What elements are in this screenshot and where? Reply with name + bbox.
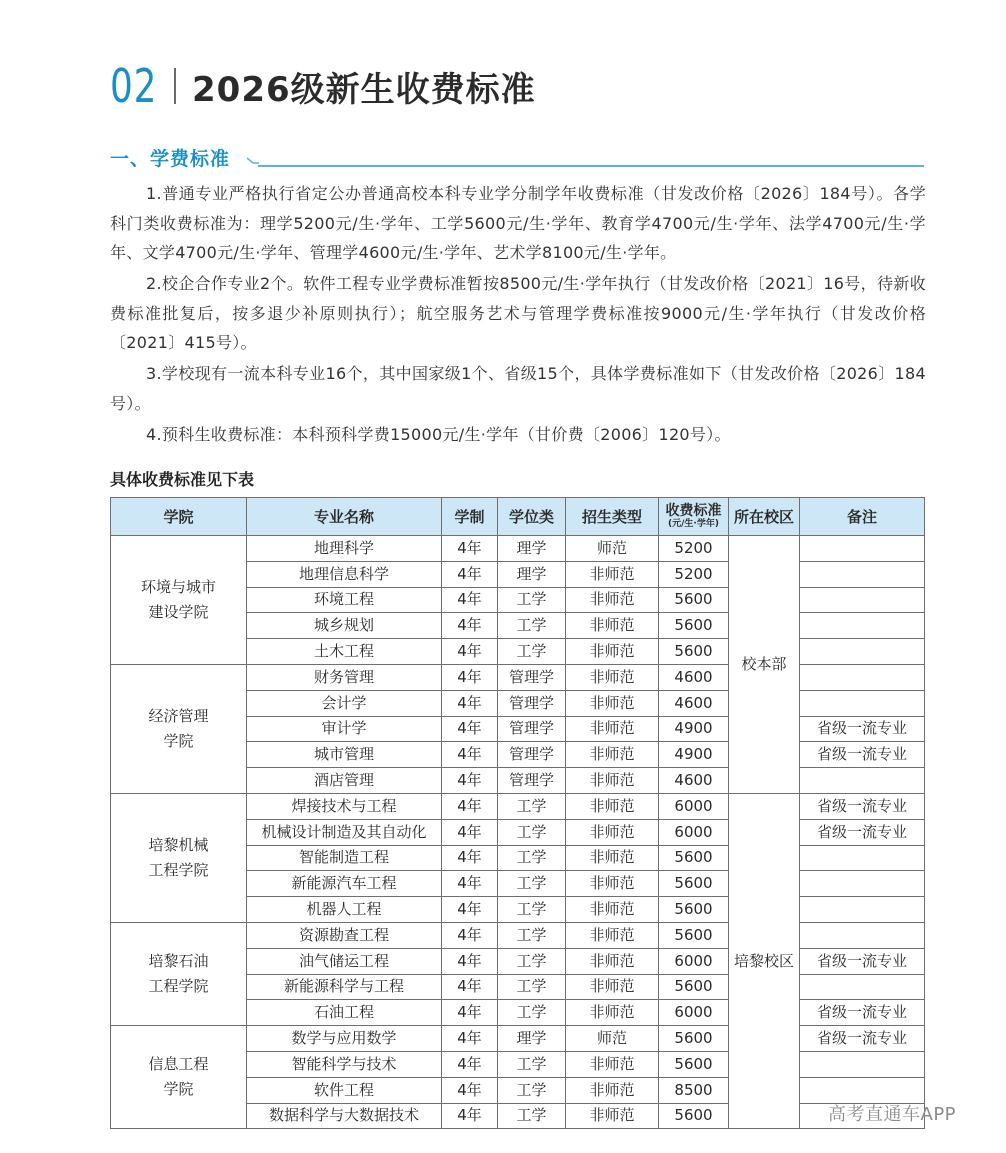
cell-fee: 5600 bbox=[659, 1026, 729, 1052]
cell-remark bbox=[800, 561, 925, 587]
table-row bbox=[111, 922, 925, 948]
cell-fee: 4600 bbox=[659, 664, 729, 690]
cell-degree: 管理学 bbox=[498, 664, 566, 690]
cell-enroll-type: 非师范 bbox=[566, 819, 659, 845]
cell-major: 资源勘查工程 bbox=[247, 922, 442, 948]
cell-major: 新能源汽车工程 bbox=[247, 871, 442, 897]
cell-major: 焊接技术与工程 bbox=[247, 793, 442, 819]
cell-enroll-type: 非师范 bbox=[566, 1103, 659, 1129]
cell-degree: 工学 bbox=[498, 897, 566, 923]
cell-duration: 4年 bbox=[442, 587, 498, 613]
cell-major: 机器人工程 bbox=[247, 897, 442, 923]
cell-major: 油气储运工程 bbox=[247, 948, 442, 974]
cell-enroll-type: 非师范 bbox=[566, 948, 659, 974]
cell-degree: 工学 bbox=[498, 1000, 566, 1026]
cell-major: 酒店管理 bbox=[247, 768, 442, 794]
cell-fee: 5600 bbox=[659, 897, 729, 923]
cell-duration: 4年 bbox=[442, 793, 498, 819]
cell-enroll-type: 非师范 bbox=[566, 561, 659, 587]
cell-enroll-type: 非师范 bbox=[566, 742, 659, 768]
cell-remark: 省级一流专业 bbox=[800, 1026, 925, 1052]
cell-fee: 4600 bbox=[659, 768, 729, 794]
cell-duration: 4年 bbox=[442, 922, 498, 948]
cell-major: 城市管理 bbox=[247, 742, 442, 768]
cell-degree: 工学 bbox=[498, 845, 566, 871]
cell-major: 智能制造工程 bbox=[247, 845, 442, 871]
cell-remark: 省级一流专业 bbox=[800, 793, 925, 819]
cell-remark bbox=[800, 690, 925, 716]
cell-major: 数据科学与大数据技术 bbox=[247, 1103, 442, 1129]
cell-enroll-type: 师范 bbox=[566, 536, 659, 562]
cell-enroll-type: 非师范 bbox=[566, 845, 659, 871]
table-row bbox=[111, 536, 925, 562]
cell-duration: 4年 bbox=[442, 1026, 498, 1052]
cell-remark bbox=[800, 845, 925, 871]
cell-fee: 4900 bbox=[659, 716, 729, 742]
cell-fee: 5600 bbox=[659, 922, 729, 948]
cell-enroll-type: 非师范 bbox=[566, 1051, 659, 1077]
paragraph-2: 2.校企合作专业2个。软件工程专业学费标准暂按8500元/生·学年执行（甘发改价格〔2021〕16号，待新收费标准批复后，按多退少补原则执行）；航空服务艺术与管理学费标准按9000元/生·学年执行（甘发改价格〔2021〕415号）。 bbox=[110, 274, 926, 352]
cell-fee: 5200 bbox=[659, 536, 729, 562]
cell-remark: 省级一流专业 bbox=[800, 948, 925, 974]
cell-remark bbox=[800, 664, 925, 690]
cell-duration: 4年 bbox=[442, 897, 498, 923]
cell-duration: 4年 bbox=[442, 664, 498, 690]
heading-divider bbox=[174, 68, 176, 104]
cell-remark bbox=[800, 768, 925, 794]
cell-duration: 4年 bbox=[442, 1051, 498, 1077]
cell-enroll-type: 非师范 bbox=[566, 613, 659, 639]
cell-duration: 4年 bbox=[442, 1000, 498, 1026]
subsection-underline bbox=[258, 165, 924, 167]
cell-major: 新能源科学与工程 bbox=[247, 974, 442, 1000]
cell-fee: 5600 bbox=[659, 1103, 729, 1129]
fee-table bbox=[110, 497, 925, 1129]
subsection-title: 一、学费标准 bbox=[110, 148, 231, 170]
cell-degree: 工学 bbox=[498, 587, 566, 613]
cell-major: 智能科学与技术 bbox=[247, 1051, 442, 1077]
cell-fee: 5600 bbox=[659, 1051, 729, 1077]
cell-fee: 4600 bbox=[659, 690, 729, 716]
cell-remark: 省级一流专业 bbox=[800, 819, 925, 845]
cell-duration: 4年 bbox=[442, 845, 498, 871]
cell-major: 软件工程 bbox=[247, 1077, 442, 1103]
cell-major: 土木工程 bbox=[247, 639, 442, 665]
cell-duration: 4年 bbox=[442, 768, 498, 794]
cell-remark bbox=[800, 639, 925, 665]
cell-remark bbox=[800, 897, 925, 923]
cell-duration: 4年 bbox=[442, 690, 498, 716]
cell-enroll-type: 非师范 bbox=[566, 974, 659, 1000]
cell-degree: 工学 bbox=[498, 871, 566, 897]
cell-fee: 5600 bbox=[659, 613, 729, 639]
cell-remark bbox=[800, 587, 925, 613]
cell-enroll-type: 非师范 bbox=[566, 1000, 659, 1026]
cell-duration: 4年 bbox=[442, 536, 498, 562]
cell-fee: 4900 bbox=[659, 742, 729, 768]
table-row bbox=[111, 664, 925, 690]
cell-enroll-type: 非师范 bbox=[566, 639, 659, 665]
cell-major: 城乡规划 bbox=[247, 613, 442, 639]
header-major: 专业名称 bbox=[247, 498, 442, 536]
cell-major: 环境工程 bbox=[247, 587, 442, 613]
table-row bbox=[111, 1026, 925, 1052]
table-header-row bbox=[111, 498, 925, 536]
header-enroll-type: 招生类型 bbox=[566, 498, 659, 536]
cell-major: 审计学 bbox=[247, 716, 442, 742]
cell-college: 经济管理 学院 bbox=[111, 664, 247, 793]
cell-duration: 4年 bbox=[442, 639, 498, 665]
cell-degree: 工学 bbox=[498, 1077, 566, 1103]
cell-remark bbox=[800, 922, 925, 948]
cell-major: 财务管理 bbox=[247, 664, 442, 690]
cell-enroll-type: 师范 bbox=[566, 1026, 659, 1052]
cell-degree: 理学 bbox=[498, 1026, 566, 1052]
table-body bbox=[111, 536, 925, 1129]
header-degree: 学位类 bbox=[498, 498, 566, 536]
paragraph-1: 1.普通专业严格执行省定公办普通高校本科专业学分制学年收费标准（甘发改价格〔2026〕184号）。各学科门类收费标准为：理学5200元/生·学年、工学5600元/生·学年、教育学4700元/生·学年、法学4700元/生·学年、文学4700元/生·学年、管理学4600元/生·学年、艺术学8100元/生·学年。 bbox=[110, 184, 926, 262]
header-campus: 所在校区 bbox=[729, 498, 800, 536]
cell-enroll-type: 非师范 bbox=[566, 871, 659, 897]
cell-college: 环境与城市 建设学院 bbox=[111, 536, 247, 665]
table-caption: 具体收费标准见下表 bbox=[110, 470, 255, 489]
cell-fee: 5600 bbox=[659, 587, 729, 613]
cell-degree: 工学 bbox=[498, 639, 566, 665]
cell-college: 培黎机械 工程学院 bbox=[111, 793, 247, 922]
cell-fee: 8500 bbox=[659, 1077, 729, 1103]
cell-degree: 工学 bbox=[498, 922, 566, 948]
cell-college: 信息工程 学院 bbox=[111, 1026, 247, 1129]
cell-degree: 管理学 bbox=[498, 716, 566, 742]
cell-major: 石油工程 bbox=[247, 1000, 442, 1026]
section-heading bbox=[110, 58, 536, 114]
cell-degree: 理学 bbox=[498, 536, 566, 562]
paragraph-4: 4.预科生收费标准：本科预科学费15000元/生·学年（甘价费〔2006〕120号）。 bbox=[146, 425, 731, 444]
cell-degree: 工学 bbox=[498, 613, 566, 639]
cell-fee: 6000 bbox=[659, 819, 729, 845]
cell-major: 地理信息科学 bbox=[247, 561, 442, 587]
cell-enroll-type: 非师范 bbox=[566, 1077, 659, 1103]
section-number: 02 bbox=[110, 59, 158, 113]
cell-campus: 培黎校区 bbox=[729, 793, 800, 1128]
cell-degree: 理学 bbox=[498, 561, 566, 587]
cell-degree: 工学 bbox=[498, 1103, 566, 1129]
cell-major: 数学与应用数学 bbox=[247, 1026, 442, 1052]
cell-duration: 4年 bbox=[442, 613, 498, 639]
cell-fee: 5200 bbox=[659, 561, 729, 587]
cell-degree: 管理学 bbox=[498, 768, 566, 794]
cell-duration: 4年 bbox=[442, 871, 498, 897]
cell-major: 地理科学 bbox=[247, 536, 442, 562]
cell-major: 会计学 bbox=[247, 690, 442, 716]
cell-remark bbox=[800, 871, 925, 897]
cell-campus: 校本部 bbox=[729, 536, 800, 794]
cell-remark bbox=[800, 536, 925, 562]
cell-duration: 4年 bbox=[442, 948, 498, 974]
cell-remark: 省级一流专业 bbox=[800, 742, 925, 768]
cell-enroll-type: 非师范 bbox=[566, 897, 659, 923]
cell-enroll-type: 非师范 bbox=[566, 587, 659, 613]
cell-duration: 4年 bbox=[442, 819, 498, 845]
cell-fee: 5600 bbox=[659, 974, 729, 1000]
cell-degree: 管理学 bbox=[498, 690, 566, 716]
cell-degree: 工学 bbox=[498, 1051, 566, 1077]
cell-college: 培黎石油 工程学院 bbox=[111, 922, 247, 1025]
cell-degree: 工学 bbox=[498, 974, 566, 1000]
cell-remark: 省级一流专业 bbox=[800, 716, 925, 742]
watermark: 高考直通车APP bbox=[828, 1104, 957, 1125]
header-duration: 学制 bbox=[442, 498, 498, 536]
header-fee-unit: (元/生·学年) bbox=[668, 519, 719, 529]
cell-fee: 5600 bbox=[659, 639, 729, 665]
cell-enroll-type: 非师范 bbox=[566, 690, 659, 716]
cell-duration: 4年 bbox=[442, 1077, 498, 1103]
header-college: 学院 bbox=[111, 498, 247, 536]
cell-fee: 6000 bbox=[659, 948, 729, 974]
page-title: 2026级新生收费标准 bbox=[192, 69, 536, 110]
cell-degree: 工学 bbox=[498, 819, 566, 845]
cell-duration: 4年 bbox=[442, 1103, 498, 1129]
cell-enroll-type: 非师范 bbox=[566, 793, 659, 819]
cell-remark bbox=[800, 1051, 925, 1077]
cell-fee: 6000 bbox=[659, 793, 729, 819]
cell-remark bbox=[800, 974, 925, 1000]
cell-duration: 4年 bbox=[442, 742, 498, 768]
header-remark: 备注 bbox=[800, 498, 925, 536]
header-fee-label: 收费标准 bbox=[665, 503, 722, 519]
cell-remark: 省级一流专业 bbox=[800, 1000, 925, 1026]
cell-major: 机械设计制造及其自动化 bbox=[247, 819, 442, 845]
cell-duration: 4年 bbox=[442, 716, 498, 742]
cell-enroll-type: 非师范 bbox=[566, 768, 659, 794]
paragraph-3: 3.学校现有一流本科专业16个，其中国家级1个、省级15个，具体学费标准如下（甘发改价格〔2026〕184号）。 bbox=[110, 364, 926, 413]
cell-degree: 管理学 bbox=[498, 742, 566, 768]
cell-duration: 4年 bbox=[442, 974, 498, 1000]
cell-enroll-type: 非师范 bbox=[566, 716, 659, 742]
header-fee bbox=[659, 498, 729, 536]
cell-fee: 5600 bbox=[659, 871, 729, 897]
cell-enroll-type: 非师范 bbox=[566, 922, 659, 948]
cell-remark bbox=[800, 613, 925, 639]
cell-enroll-type: 非师范 bbox=[566, 664, 659, 690]
cell-degree: 工学 bbox=[498, 948, 566, 974]
table-row bbox=[111, 793, 925, 819]
cell-fee: 6000 bbox=[659, 1000, 729, 1026]
cell-degree: 工学 bbox=[498, 793, 566, 819]
cell-duration: 4年 bbox=[442, 561, 498, 587]
cell-fee: 5600 bbox=[659, 845, 729, 871]
